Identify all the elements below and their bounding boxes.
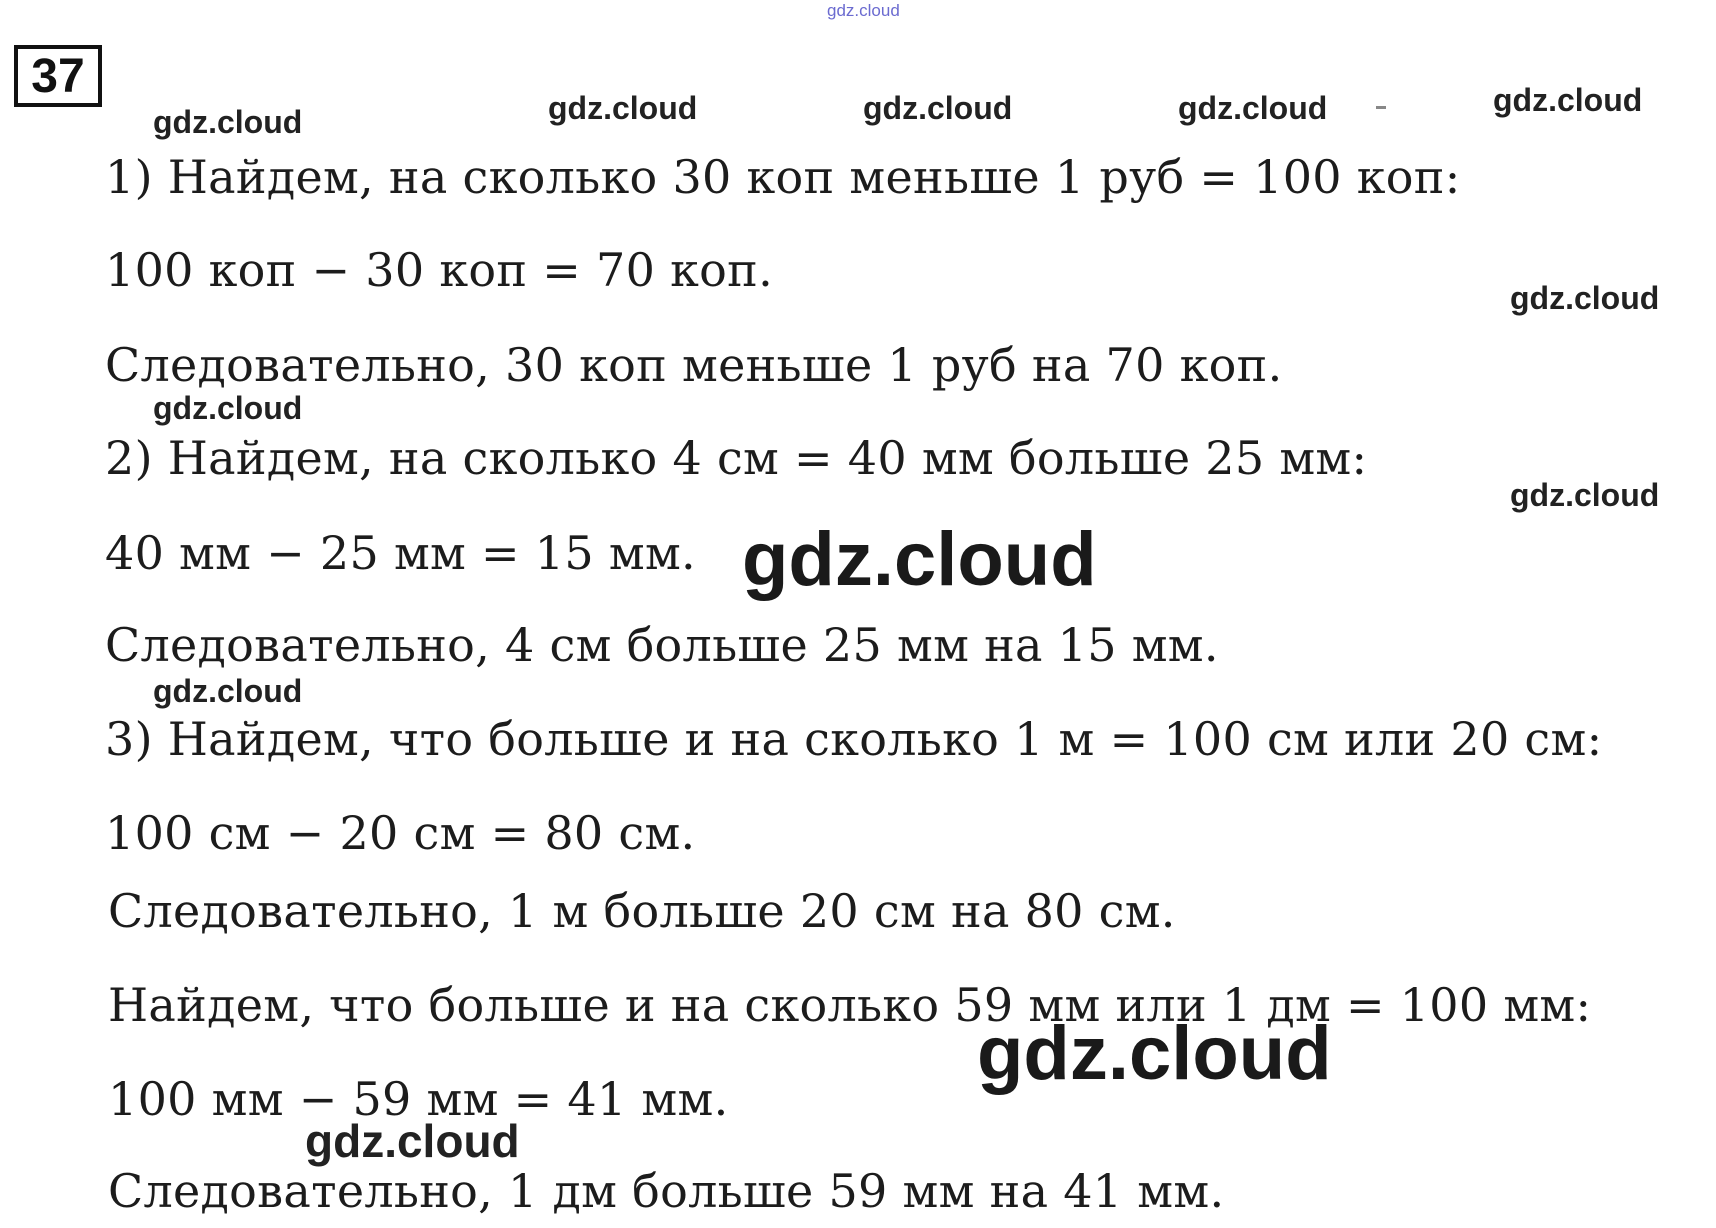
watermark-header-2: gdz.cloud <box>863 90 1013 126</box>
text-line-4: 2) Найдем, на сколько 4 см = 40 мм больше 25 мм: <box>105 431 1368 485</box>
task-number: 37 <box>14 45 102 107</box>
text-line-12: Следовательно, 1 дм больше 59 мм на 41 мм. <box>108 1164 1225 1218</box>
text-line-3: Следовательно, 30 коп меньше 1 руб на 70 коп. <box>105 338 1283 392</box>
watermark-left-3: gdz.cloud <box>153 673 303 709</box>
text-line-8: 100 см − 20 см = 80 см. <box>105 806 696 860</box>
watermark-right-1: gdz.cloud <box>1510 280 1660 316</box>
watermark-header-1: gdz.cloud <box>548 90 698 126</box>
text-line-6: Следовательно, 4 см больше 25 мм на 15 мм. <box>105 618 1219 672</box>
watermark-header-4: gdz.cloud <box>1493 82 1643 118</box>
watermark-big-1: gdz.cloud <box>742 517 1097 602</box>
text-line-7: 3) Найдем, что больше и на сколько 1 м = 100 см или 20 см: <box>105 712 1603 766</box>
text-line-11: 100 мм − 59 мм = 41 мм. <box>108 1072 729 1126</box>
text-line-9: Следовательно, 1 м больше 20 см на 80 см. <box>108 884 1176 938</box>
watermark-top: gdz.cloud <box>827 1 900 20</box>
text-line-2: 100 коп − 30 коп = 70 коп. <box>105 243 774 297</box>
text-line-10: Найдем, что больше и на сколько 59 мм или 1 дм = 100 мм: <box>108 978 1592 1032</box>
text-line-1: 1) Найдем, на сколько 30 коп меньше 1 руб = 100 коп: <box>105 150 1461 204</box>
watermark-bottom: gdz.cloud <box>305 1115 520 1167</box>
watermark-header-3: gdz.cloud <box>1178 90 1328 126</box>
watermark-left-1: gdz.cloud <box>153 104 303 140</box>
watermark-big-2: gdz.cloud <box>977 1011 1332 1096</box>
watermark-left-2: gdz.cloud <box>153 390 303 426</box>
watermark-right-2: gdz.cloud <box>1510 477 1660 513</box>
text-line-5: 40 мм − 25 мм = 15 мм. <box>105 526 696 580</box>
divider <box>1376 106 1386 109</box>
